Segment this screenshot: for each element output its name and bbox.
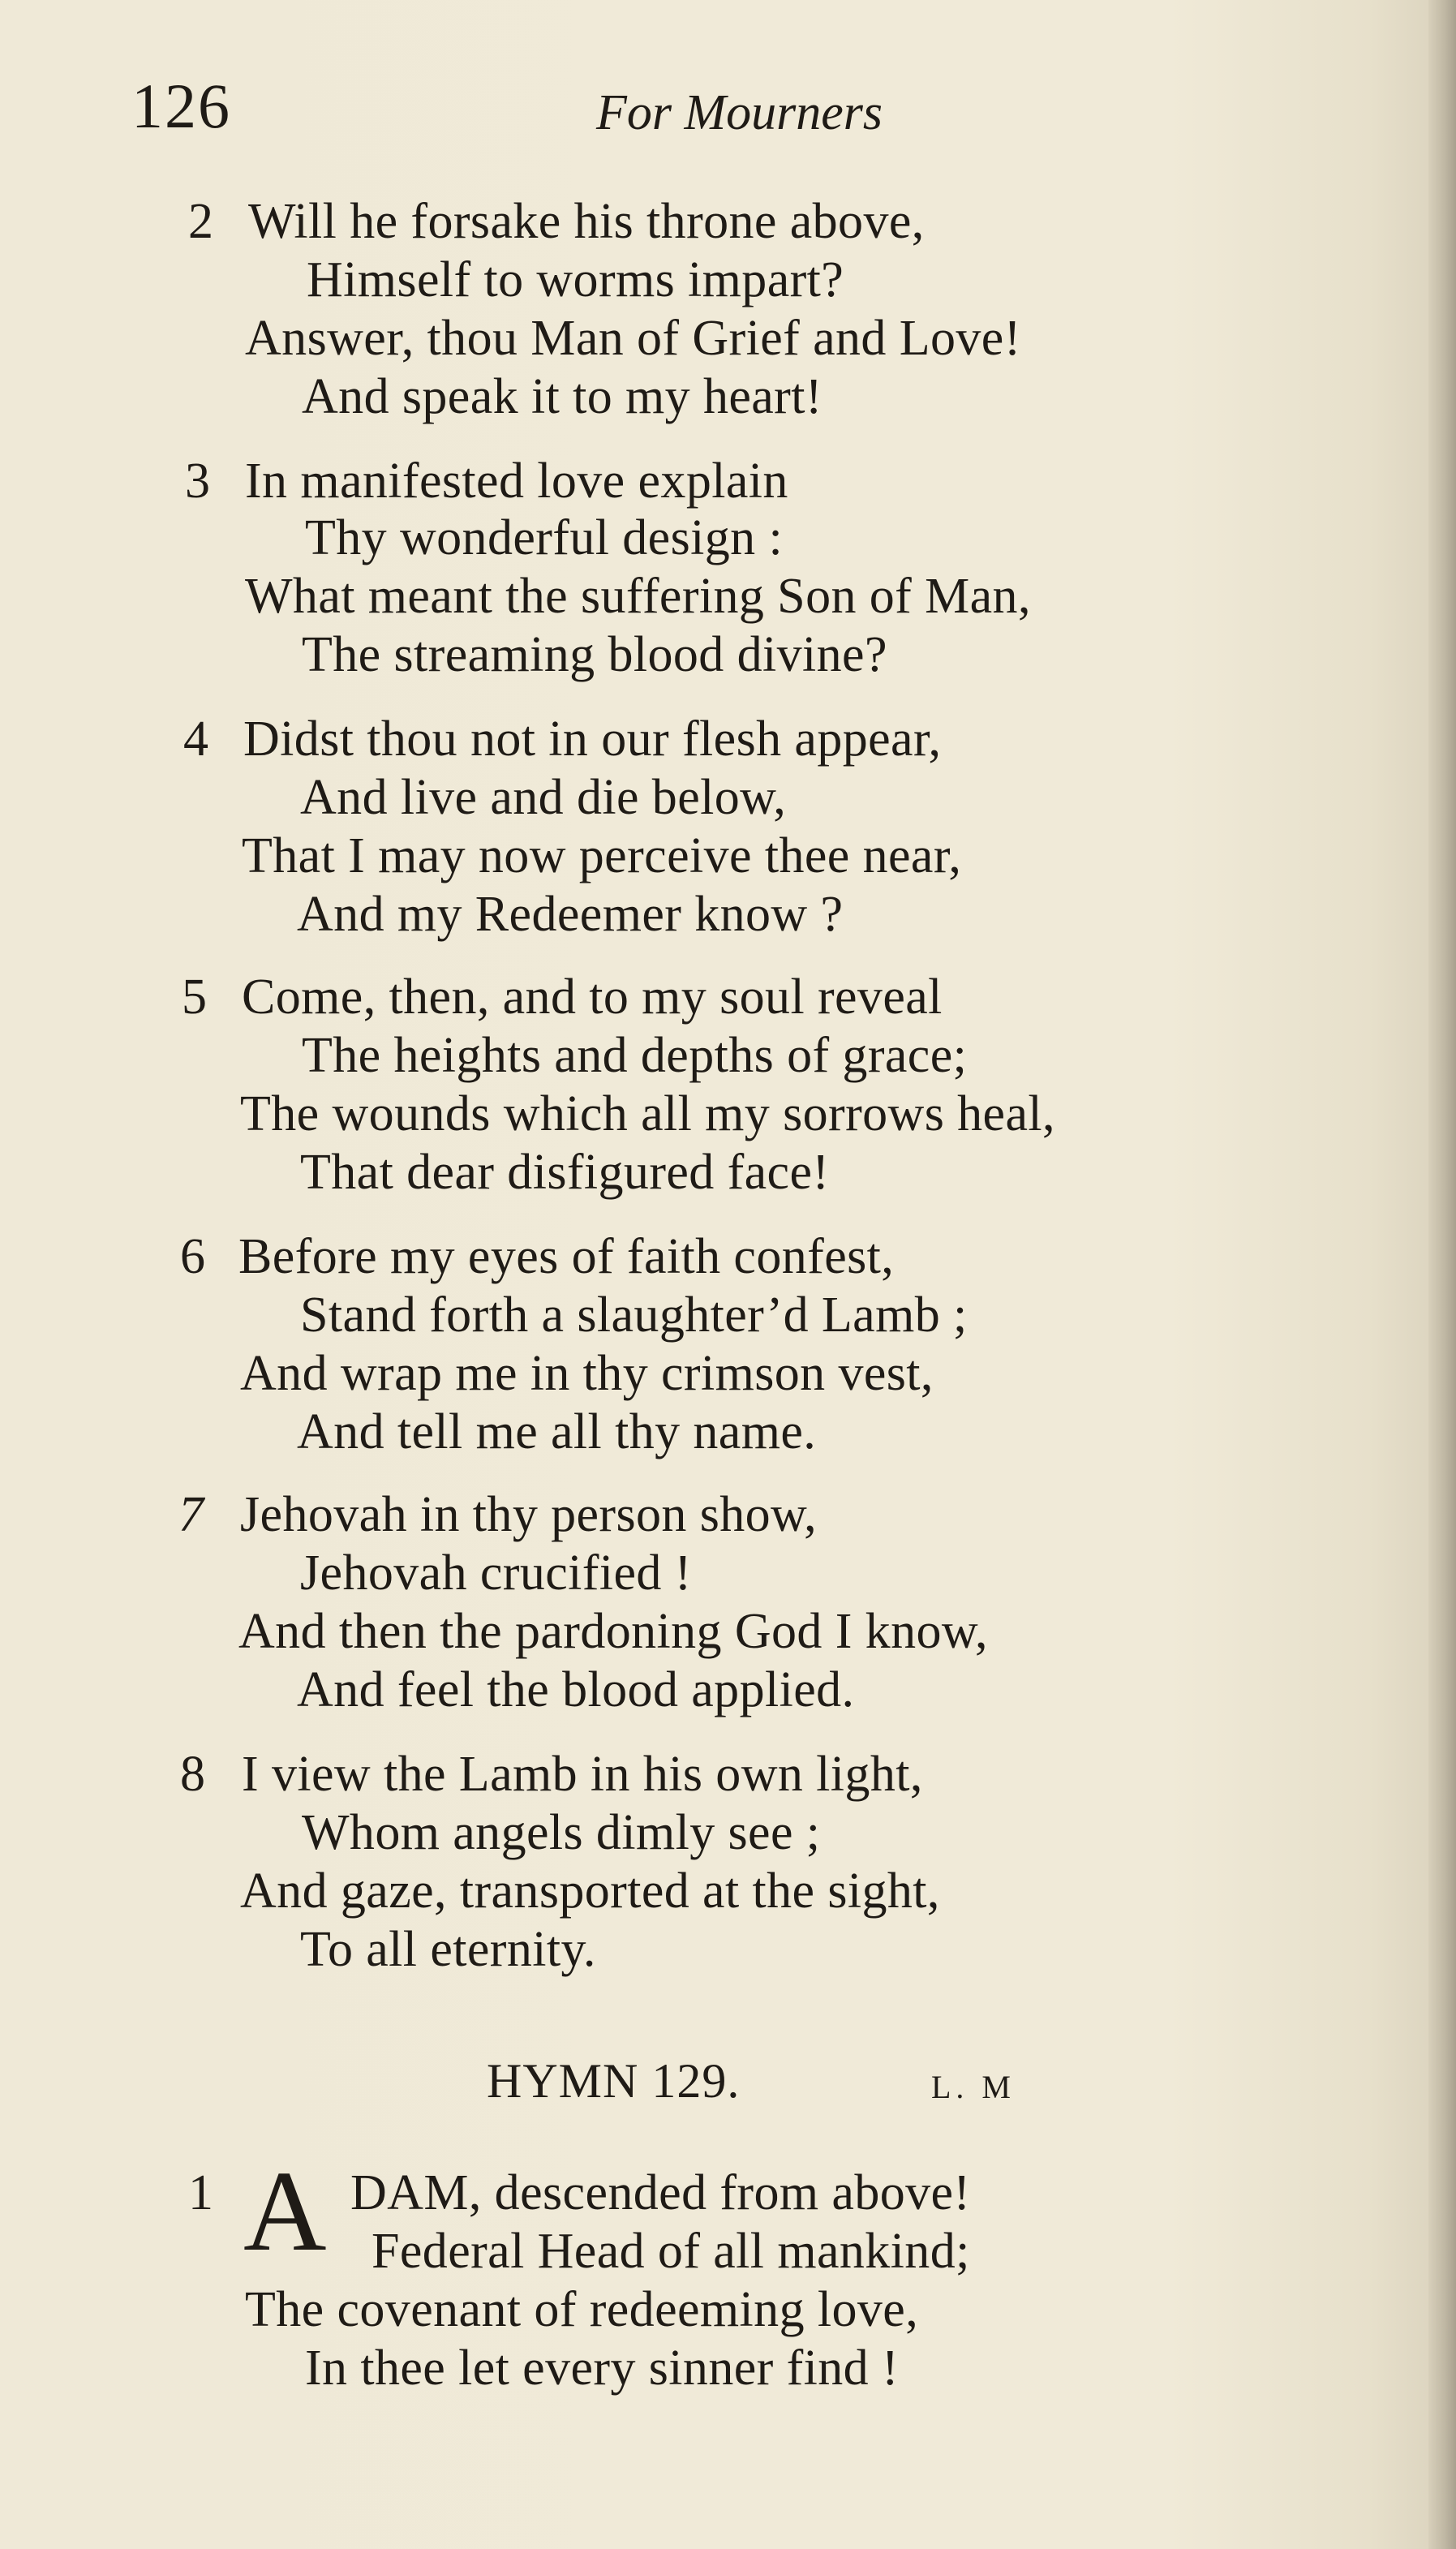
verse-line: Answer, thou Man of Grief and Love! <box>245 311 1021 366</box>
verse-line: What meant the suffering Son of Man, <box>245 569 1031 624</box>
verse-line: DAM, descended from above! <box>350 2165 971 2220</box>
hymn-meter: L. M <box>931 2069 1016 2105</box>
verse-line: And speak it to my heart! <box>302 369 822 424</box>
verse-line: Will he forsake his throne above, <box>248 194 925 249</box>
stanza-number: 4 <box>183 711 208 767</box>
verse-line: That dear disfigured face! <box>300 1145 830 1200</box>
verse-line: Federal Head of all mankind; <box>372 2224 970 2279</box>
hymn-title: HYMN 129. <box>487 2054 741 2108</box>
verse-line: The wounds which all my sorrows heal, <box>240 1086 1055 1141</box>
verse-line: Come, then, and to my soul reveal <box>242 969 943 1025</box>
verse-line: Jehovah in thy person show, <box>240 1487 818 1542</box>
verse-line: Himself to worms impart? <box>307 252 844 307</box>
verse-line: Stand forth a slaughter’d Lamb ; <box>300 1287 968 1343</box>
verse-line: The heights and depths of grace; <box>302 1028 968 1083</box>
verse-line: Didst thou not in our flesh appear, <box>243 711 942 767</box>
verse-line: And my Redeemer know ? <box>297 887 844 942</box>
verse-line: To all eternity. <box>300 1922 596 1977</box>
verse-line: And gaze, transported at the sight, <box>240 1863 940 1919</box>
verse-line: Jehovah crucified ! <box>300 1545 692 1601</box>
page-number: 126 <box>131 71 231 141</box>
verse-line: In thee let every sinner find ! <box>305 2341 899 2396</box>
verse-line: In manifested love explain <box>245 453 788 509</box>
verse-line: And then the pardoning God I know, <box>238 1604 988 1659</box>
verse-line: I view the Lamb in his own light, <box>242 1747 923 1802</box>
running-head: For Mourners <box>596 85 883 140</box>
verse-line: And wrap me in thy crimson vest, <box>240 1346 934 1401</box>
stanza-number: 3 <box>185 453 210 509</box>
verse-line: And tell me all thy name. <box>297 1404 817 1459</box>
page-gutter <box>1428 0 1456 2549</box>
verse-line: The streaming blood divine? <box>302 627 887 682</box>
verse-line: Whom angels dimly see ; <box>302 1805 821 1860</box>
drop-cap: A <box>243 2147 327 2275</box>
stanza-number: 7 <box>178 1487 204 1542</box>
stanza-number: 8 <box>180 1747 205 1802</box>
stanza-number: 5 <box>182 969 207 1025</box>
stanza-number: 1 <box>188 2165 213 2220</box>
verse-line: That I may now perceive thee near, <box>242 828 962 883</box>
stanza-number: 6 <box>180 1229 205 1284</box>
verse-line: Thy wonderful design : <box>305 510 784 565</box>
verse-line: And feel the blood applied. <box>297 1662 855 1717</box>
verse-line: And live and die below, <box>300 770 787 825</box>
stanza-number: 2 <box>188 194 213 249</box>
verse-line: Before my eyes of faith confest, <box>238 1229 895 1284</box>
verse-line: The covenant of redeeming love, <box>245 2282 919 2337</box>
